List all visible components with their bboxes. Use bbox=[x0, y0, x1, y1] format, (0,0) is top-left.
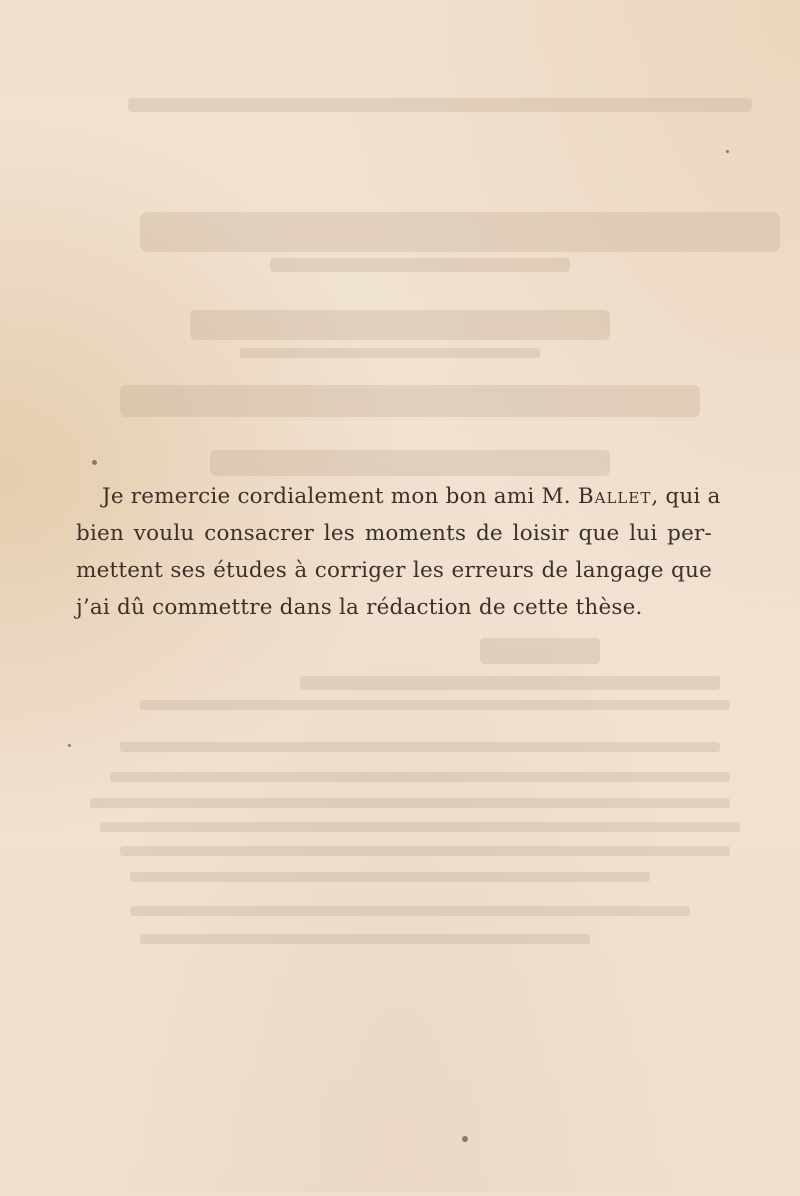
line1-text-before-name: Je remercie cordialement mon bon ami M. bbox=[102, 484, 571, 509]
acknowledgement-paragraph bbox=[76, 478, 721, 626]
line1-text-after-name: , qui a bbox=[651, 484, 721, 509]
person-name: Ballet bbox=[577, 484, 652, 509]
ink-speck bbox=[726, 150, 729, 153]
paragraph-line-3: mettent ses études à corriger les erreurs de langage que bbox=[76, 558, 712, 583]
paragraph-line-1 bbox=[76, 478, 721, 515]
ink-speck bbox=[462, 1136, 468, 1142]
paragraph-line-4: j’ai dû commettre dans la rédaction de cette thèse. bbox=[76, 595, 643, 620]
ink-speck bbox=[68, 744, 71, 747]
paragraph-line-2: bien voulu consacrer les moments de loisir que lui per- bbox=[76, 521, 712, 546]
ink-speck bbox=[92, 460, 97, 465]
